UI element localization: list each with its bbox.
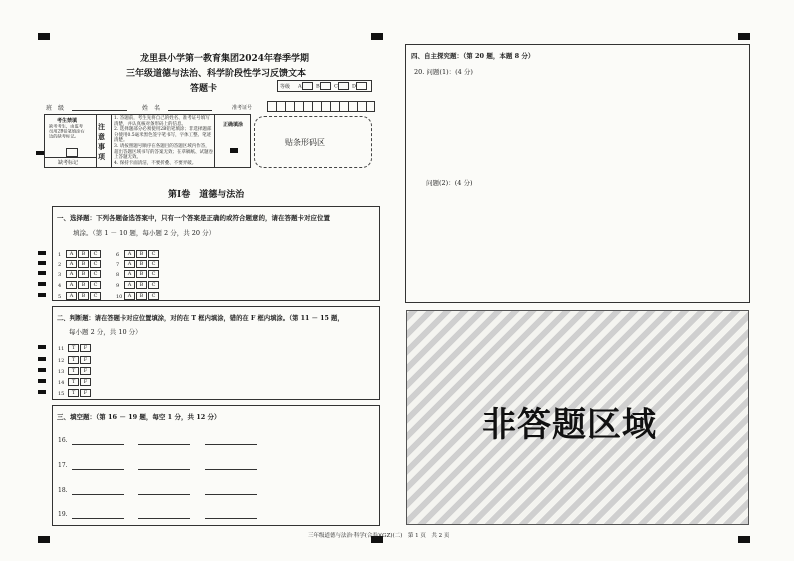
question-number: 19.: [58, 511, 68, 518]
info-hline: [44, 157, 96, 158]
fill-blank[interactable]: [138, 469, 190, 470]
answer-bubble-a[interactable]: A: [66, 270, 77, 278]
question-number: 14: [58, 379, 65, 386]
question-number: 3: [58, 271, 62, 278]
answer-bubble-a[interactable]: A: [124, 260, 135, 268]
fill-blank[interactable]: [138, 494, 190, 495]
answer-bubble-c[interactable]: C: [90, 292, 101, 300]
q4-answer-area-1[interactable]: [414, 79, 740, 173]
page-footer: 三年级道德与法治·科学(合卷)(GZ)(二) 第 1 页 共 2 页: [308, 533, 450, 539]
question-number: 16.: [58, 437, 68, 444]
alignment-mark-bottom-right: [738, 536, 750, 543]
timing-mark: [38, 390, 46, 394]
timing-mark: [38, 271, 46, 275]
q2-box: [52, 306, 380, 400]
answer-bubble-f[interactable]: F: [80, 344, 91, 352]
q4-sub1: 20. 问题(1)：(4 分): [414, 68, 473, 76]
fill-blank[interactable]: [138, 518, 190, 519]
notes-list: [114, 116, 214, 166]
fill-blank[interactable]: [72, 518, 124, 519]
note-item: 2. 选择题部分必须使用2B铅笔填涂；非选择题部分使用0.5毫米黑色签字笔书写，字体工整、笔迹清楚。: [114, 127, 212, 144]
question-number: 9: [116, 282, 120, 289]
answer-bubble-c[interactable]: C: [148, 250, 159, 258]
absent-label: 缺考标记: [58, 160, 79, 166]
answer-bubble-a[interactable]: A: [124, 292, 135, 300]
answer-bubble-a[interactable]: A: [124, 281, 135, 289]
answer-bubble-b[interactable]: B: [78, 292, 89, 300]
info-divider-1: [96, 114, 97, 168]
answer-bubble-t[interactable]: T: [68, 378, 79, 386]
exam-number-grid[interactable]: [267, 101, 375, 112]
name-label: 姓 名: [142, 105, 161, 112]
fill-blank[interactable]: [205, 518, 257, 519]
timing-mark: [38, 293, 46, 297]
fill-blank[interactable]: [205, 494, 257, 495]
q4-sub2: 问题(2)：(4 分): [426, 179, 473, 187]
grade-option-c[interactable]: C: [334, 82, 350, 90]
barcode-area-label: 贴条形码区: [285, 138, 325, 147]
q4-answer-area-2[interactable]: [414, 190, 740, 295]
grade-option-d[interactable]: D: [352, 82, 368, 90]
info-divider-3: [214, 114, 215, 168]
question-number: 2: [58, 261, 62, 268]
fill-blank[interactable]: [205, 469, 257, 470]
answer-bubble-b[interactable]: B: [136, 281, 147, 289]
alignment-mark-top-center: [371, 33, 383, 40]
answer-bubble-a[interactable]: A: [66, 281, 77, 289]
q3-box: [52, 405, 380, 526]
q1-answer-row: [116, 281, 160, 289]
answer-bubble-c[interactable]: C: [90, 281, 101, 289]
correct-fill-title: 正确填涂: [222, 122, 243, 128]
note-item: 4. 保持卡面清洁，不要折叠、不要弄破。: [114, 160, 197, 166]
question-number: 11: [58, 345, 65, 352]
q4-box: [405, 44, 750, 303]
answer-bubble-a[interactable]: A: [66, 260, 77, 268]
fill-blank[interactable]: [72, 469, 124, 470]
answer-bubble-b[interactable]: B: [136, 250, 147, 258]
answer-bubble-f[interactable]: F: [80, 389, 91, 397]
answer-bubble-b[interactable]: B: [136, 260, 147, 268]
name-field[interactable]: [168, 110, 212, 111]
answer-bubble-a[interactable]: A: [124, 270, 135, 278]
timing-mark: [38, 261, 46, 265]
question-number: 15: [58, 390, 65, 397]
alignment-mark-top-left: [38, 33, 50, 40]
grade-option-a[interactable]: A: [298, 82, 314, 90]
answer-bubble-a[interactable]: A: [66, 292, 77, 300]
answer-bubble-c[interactable]: C: [148, 260, 159, 268]
question-number: 5: [58, 293, 62, 300]
barcode-area: [254, 116, 372, 168]
q3-title: 三、填空题：（第 16 － 19 题，每空 1 分，共 12 分）: [57, 413, 221, 421]
header-line-3: 答题卡: [190, 84, 218, 94]
non-answer-area: [406, 310, 749, 525]
q2-answer-row: [58, 367, 92, 375]
timing-mark: [38, 282, 46, 286]
q2-answer-row: [58, 356, 92, 364]
candidate-title: 考生禁填: [57, 118, 78, 124]
answer-bubble-f[interactable]: F: [80, 367, 91, 375]
q1-title-2: 填涂。（第 1 － 10 题，每小题 2 分，共 20 分）: [73, 229, 216, 237]
answer-bubble-c[interactable]: C: [90, 250, 101, 258]
answer-bubble-b[interactable]: B: [78, 281, 89, 289]
question-number: 6: [116, 251, 120, 258]
answer-bubble-t[interactable]: T: [68, 356, 79, 364]
timing-mark: [38, 345, 46, 349]
question-number: 10: [116, 293, 123, 300]
alignment-mark-bottom-left: [38, 536, 50, 543]
timing-mark: [36, 151, 44, 155]
fill-blank[interactable]: [138, 444, 190, 445]
q1-answer-row: [58, 292, 102, 300]
q1-answer-row: [116, 270, 160, 278]
q1-title: 一、选择题：下列各题备选答案中，只有一个答案是正确的或符合题意的，请在答题卡对应位置: [57, 214, 330, 222]
grade-box: [277, 80, 372, 92]
section-title: 第Ⅰ卷 道德与法治: [168, 190, 245, 200]
q4-title: 四、自主探究题：（第 20 题，本题 8 分）: [411, 52, 535, 60]
absent-checkbox[interactable]: [66, 148, 78, 157]
grade-label: 等级: [280, 84, 291, 90]
header-line-1: 龙里县小学第一教育集团2024年春季学期: [140, 54, 310, 64]
timing-mark: [38, 357, 46, 361]
alignment-mark-top-right: [738, 33, 750, 40]
q1-answer-row: [58, 270, 102, 278]
q1-answer-row: [58, 250, 102, 258]
notes-title: 注意事项: [98, 122, 105, 161]
non-answer-area-label: 非答题区域: [482, 405, 657, 445]
fill-blank[interactable]: [72, 444, 124, 445]
timing-mark: [38, 251, 46, 255]
correct-fill-example: [230, 148, 238, 153]
answer-bubble-f[interactable]: F: [80, 378, 91, 386]
answer-bubble-b[interactable]: B: [136, 292, 147, 300]
note-item: 1. 答题前，考生先将自己的姓名、准考证号填写清楚，并认真核对条形码上的信息。: [114, 116, 210, 127]
answer-bubble-b[interactable]: B: [78, 250, 89, 258]
class-label: 班 级: [46, 105, 65, 112]
q1-answer-row: [116, 292, 160, 300]
answer-bubble-c[interactable]: C: [148, 292, 159, 300]
header-line-2: 三年级道德与法治、科学阶段性学习反馈文本: [126, 69, 307, 79]
answer-bubble-t[interactable]: T: [68, 344, 79, 352]
grade-option-b[interactable]: B: [316, 82, 332, 90]
fill-blank[interactable]: [72, 494, 124, 495]
answer-bubble-c[interactable]: C: [90, 260, 101, 268]
question-number: 17.: [58, 462, 68, 469]
answer-bubble-b[interactable]: B: [78, 260, 89, 268]
question-number: 8: [116, 271, 120, 278]
q2-title-2: 每小题 2 分，共 10 分）: [69, 328, 142, 336]
q1-answer-row: [58, 260, 102, 268]
question-number: 18.: [58, 487, 68, 494]
question-number: 1: [58, 251, 62, 258]
answer-bubble-t[interactable]: T: [68, 367, 79, 375]
q2-answer-row: [58, 378, 92, 386]
timing-mark: [38, 368, 46, 372]
question-number: 13: [58, 368, 65, 375]
answer-bubble-c[interactable]: C: [148, 281, 159, 289]
answer-bubble-c[interactable]: C: [148, 270, 159, 278]
question-number: 7: [116, 261, 120, 268]
info-divider-2: [111, 114, 112, 168]
q1-answer-row: [116, 250, 160, 258]
class-field[interactable]: [72, 110, 127, 111]
exam-number-label: 准考证号: [232, 105, 253, 111]
note-item: 3. 请按照题号顺序在各题目的答题区域内作答，超出答题区域书写的答案无效；在草稿纸、试题卷上答题无效。: [114, 143, 213, 161]
answer-bubble-b[interactable]: B: [78, 270, 89, 278]
question-number: 4: [58, 282, 62, 289]
q1-answer-row: [116, 260, 160, 268]
answer-bubble-b[interactable]: B: [136, 270, 147, 278]
q1-answer-row: [58, 281, 102, 289]
candidate-text: 缺考考生，由监考员用2B铅笔填涂右边的缺考标记。: [49, 124, 85, 140]
question-number: 12: [58, 357, 65, 364]
answer-bubble-f[interactable]: F: [80, 356, 91, 364]
q2-title: 二、判断题：请在答题卡对应位置填涂，对的在 T 框内填涂，错的在 F 框内填涂。（第 11 － 15 题，: [57, 315, 344, 322]
q2-answer-row: [58, 389, 92, 397]
q2-answer-row: [58, 344, 92, 352]
answer-bubble-a[interactable]: A: [124, 250, 135, 258]
timing-mark: [38, 379, 46, 383]
fill-blank[interactable]: [205, 444, 257, 445]
answer-bubble-c[interactable]: C: [90, 270, 101, 278]
answer-bubble-t[interactable]: T: [68, 389, 79, 397]
answer-bubble-a[interactable]: A: [66, 250, 77, 258]
